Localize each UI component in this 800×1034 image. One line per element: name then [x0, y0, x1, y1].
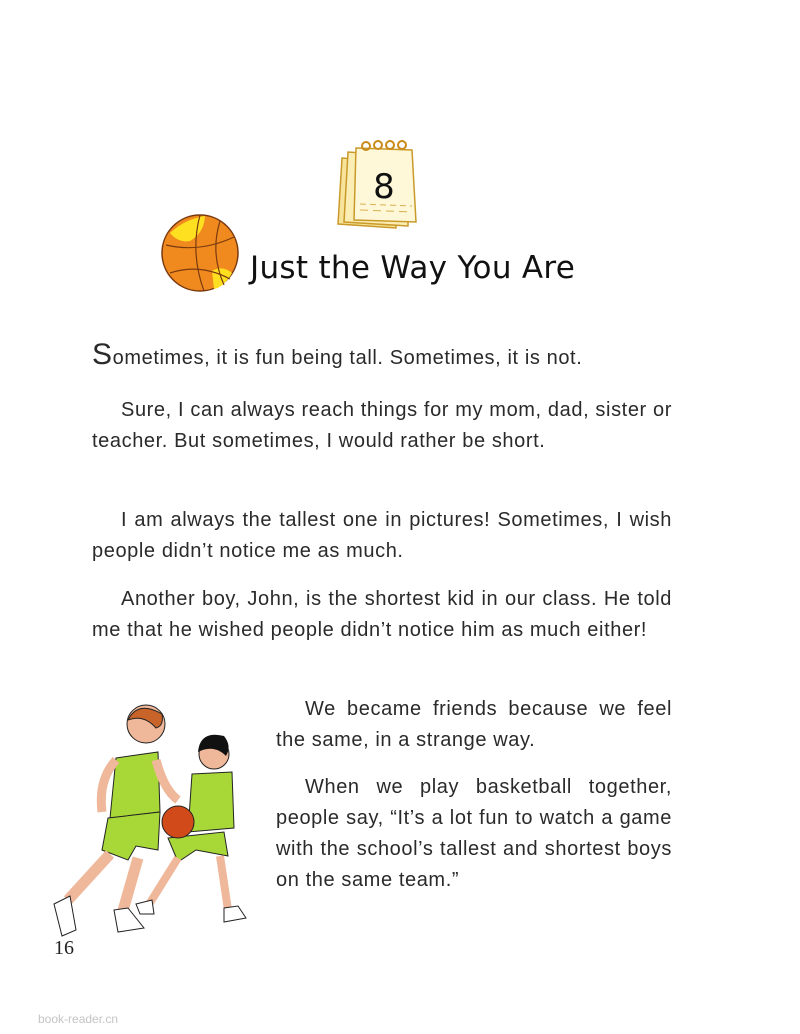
basketball-players-illustration: [48, 700, 252, 940]
chapter-number: 8: [373, 167, 395, 207]
paragraph-6: When we play basketball together, people say, “It’s a lot fun to watch a game with the school’s tallest and shortest boys on the same team.”: [276, 776, 672, 891]
paragraph-3: I am always the tallest one in pictures! Sometimes, I wish people didn’t notice me as much.: [92, 509, 672, 562]
watermark: book-reader.cn: [38, 1012, 119, 1026]
page-number: 16: [54, 937, 74, 959]
paragraph-4: Another boy, John, is the shortest kid in our class. He told me that he wished people didn’t notice him as much either!: [92, 588, 672, 641]
paragraph-1: [92, 338, 672, 374]
basketball-icon: [160, 213, 240, 293]
drop-cap: S: [92, 338, 113, 371]
calendar-icon: [336, 136, 420, 232]
paragraph-2: Sure, I can always reach things for my mom, dad, sister or teacher. But sometimes, I would rather be short.: [92, 399, 672, 452]
chapter-title: Just the Way You Are: [250, 250, 576, 286]
paragraph-text: ometimes, it is fun being tall. Sometimes, it is not.: [112, 347, 583, 369]
paragraph-5: We became friends because we feel the same, in a strange way.: [276, 698, 672, 751]
